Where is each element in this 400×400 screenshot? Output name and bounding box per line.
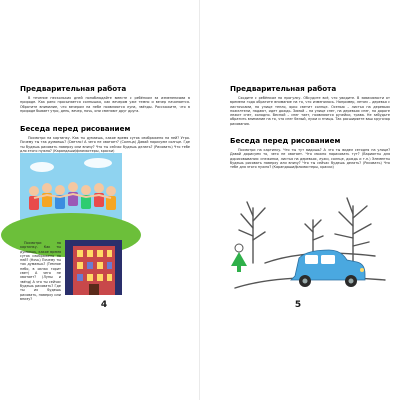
page-number-left: 4 [100,300,108,310]
children-morning-svg [20,153,122,235]
right-heading-conversation: Беседа перед рисованием [230,136,341,145]
left-paragraph-preliminary: В течение нескольких дней понаблюдайте вместе с ребёнком за изменениями в природе. Как рано просыпается солнышко, как вечером уже темно и вечер начинается. Обратите внимание, что вечером на небе появляются луна, звёзды. Расскажите, что в природе бывает утро, день, вечер, ночь, они сменяют друг друга. [20,96,190,113]
page-number-right: 5 [294,300,302,310]
left-heading-conversation: Беседа перед рисованием [20,124,131,133]
night-building-illustration [65,240,122,295]
road-car-illustration [225,188,390,300]
right-page [200,0,400,400]
left-paragraph-night: Посмотри на картинку. Как ты думаешь, какое время суток изображено на ней? (Ночь) Почему ты так думаешь? (Темное небо, в окнах горит свет) А чего не хватает? (Луны и звёзд) А что ты сейчас будешь рисовать? Где ты их будешь рисовать, наверху или внизу? [20,241,61,301]
night-building-svg [65,240,122,295]
left-paragraph-conversation: Посмотри на картинку. Как ты думаешь, какое время суток изображено на ней? Утро. Почему ты так думаешь? (Светло! А чего не хватает? (Солнца) Давай нарисуем солнце. Где ты будешь рисовать наверху или внизу? Что ты сейчас будешь делать? (Рисовать) Что тебе для этого нужно? (Карандаши/фломастеры, краски) [20,136,190,153]
road-car-svg [225,188,390,300]
children-morning-illustration [20,153,122,235]
left-heading-preliminary: Предварительная работа [20,84,127,93]
right-paragraph-conversation: Посмотри на картинку. Что ты тут видишь? А что ты видел сегодня на улице? Давай дорисуем то, чего не хватает. Что можно нарисовать тут? (Варианты для дорисовывания: снежинки, листья на деревьях, лужи, солнце, дождь и т.п.) Элементы будешь рисовать наверху или внизу? Что ты сейчас будешь делать? (Рисовать) Что тебе для этого нужно? (Карандаши/фломастеры, краски) [230,148,390,170]
right-heading-preliminary: Предварительная работа [230,84,337,93]
right-paragraph-preliminary: Сходите с ребёнком на прогулку. Обсудите всё, что увидите. В зависимости от времени года обратите внимание на то, что изменилось. Например, летом – деревья с листочками, на улице тепло, ярко светит солнце. Осенью – листья на деревьях пожелтели, падают, идет дождь. Зимой – на улице снег, на деревьях снег, на дороге лежит снег, холодно. Весной – снег тает, появляются ручейки, трава. Не забудьте обратить внимание на то, что снег белый, лужи и птицы. Так расширяете ваш кругозор рисования. [230,96,390,126]
